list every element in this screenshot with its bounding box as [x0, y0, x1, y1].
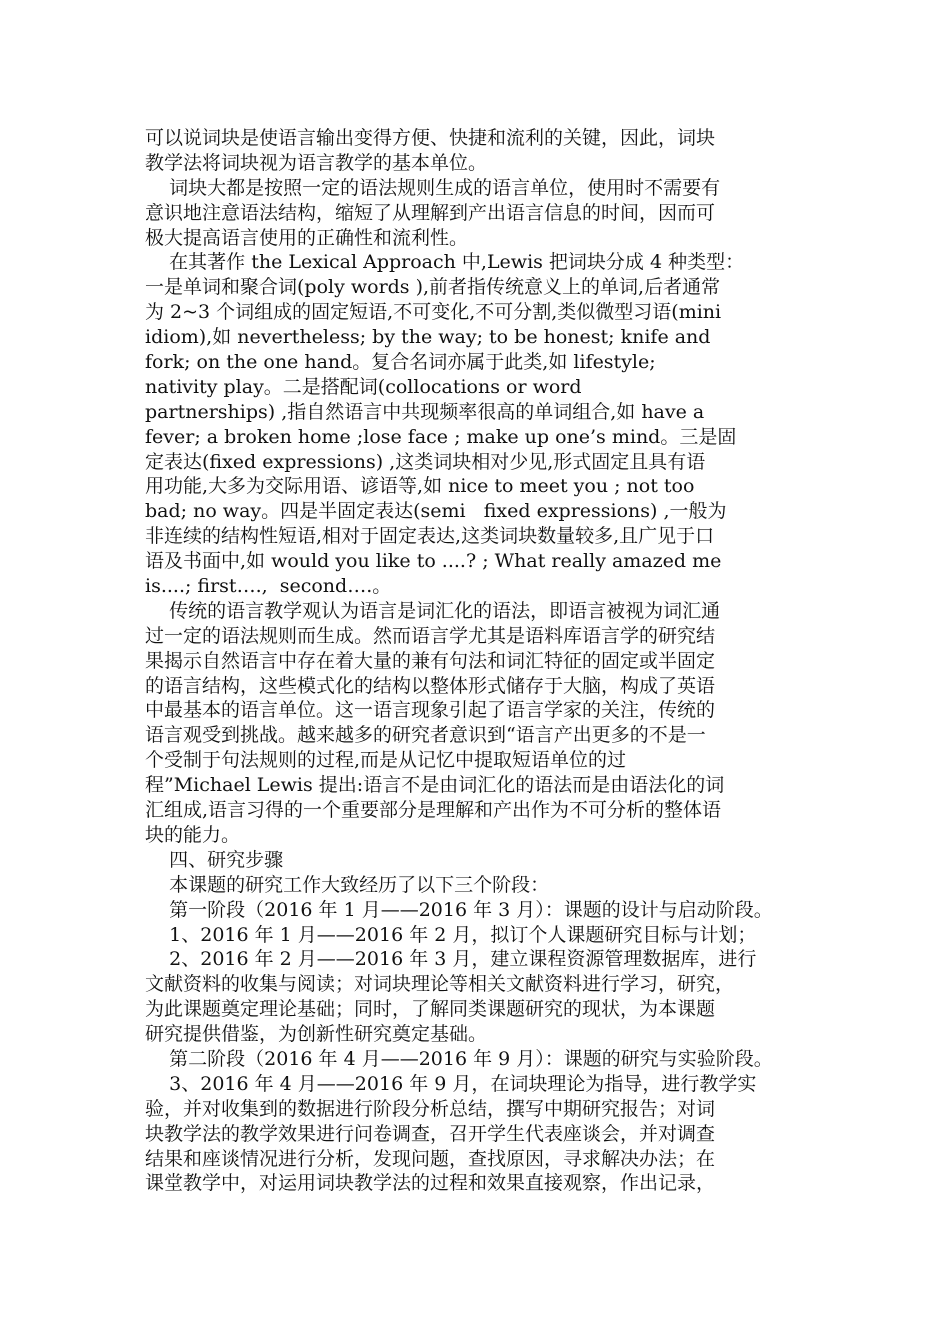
text-line: 在其著作 the Lexical Approach 中,Lewis 把词块分成 4 种类型： [145, 251, 745, 274]
text-line: 块教学法的教学效果进行问卷调查，召开学生代表座谈会，并对调查 [145, 1122, 716, 1145]
document-body [145, 126, 815, 1196]
text-line: 文献资料的收集与阅读；对词块理论等相关文献资料进行学习，研究， [145, 973, 735, 996]
text-line: 词块大都是按照一定的语法规则生成的语言单位，使用时不需要有 [145, 176, 721, 199]
text-line: idiom),如 nevertheless; by the way; to be honest; knife and [145, 326, 711, 349]
stage-heading: 第二阶段（2016 年 4 月——2016 年 9 月）：课题的研究与实验阶段。 [145, 1047, 773, 1070]
text-line: 3、2016 年 4 月——2016 年 9 月，在词块理论为指导，进行教学实 [145, 1072, 757, 1095]
text-line: 语及书面中,如 would you like to ....? ; What really amazed me [145, 550, 722, 573]
text-line: 语言观受到挑战。越来越多的研究者意识到“语言产出更多的不是一 [145, 724, 706, 747]
text-line: 教学法将词块视为语言教学的基本单位。 [145, 151, 488, 174]
text-line: partnerships) ,指自然语言中共现频率很高的单词组合,如 have a [145, 400, 705, 423]
text-line: 为此课题奠定理论基础；同时，了解同类课题研究的现状，为本课题 [145, 998, 716, 1021]
text-line: 用功能,大多为交际用语、谚语等,如 nice to meet you ; not too [145, 475, 695, 498]
text-line: 验，并对收集到的数据进行阶段分析总结，撰写中期研究报告；对词 [145, 1097, 716, 1120]
text-line: 为 2~3 个词组成的固定短语,不可变化,不可分割,类似微型习语(mini [145, 301, 722, 324]
text-line: 本课题的研究工作大致经历了以下三个阶段： [145, 873, 550, 896]
text-line: fork; on the one hand。复合名词亦属于此类,如 lifestyle; [145, 351, 656, 374]
text-line: 定表达(fixed expressions) ,这类词块相对少见,形式固定且具有语 [145, 450, 706, 473]
text-line: 块的能力。 [145, 823, 241, 846]
text-line: fever; a broken home ;lose face ; make up one’s mind。三是固 [145, 425, 737, 448]
text-line: 果揭示自然语言中存在着大量的兼有句法和词汇特征的固定或半固定 [145, 649, 716, 672]
text-line: 研究提供借鉴，为创新性研究奠定基础。 [145, 1023, 488, 1046]
text-line: 1、2016 年 1 月——2016 年 2 月，拟订个人课题研究目标与计划； [145, 923, 757, 946]
text-line: 过一定的语法规则而生成。然而语言学尤其是语料库语言学的研究结 [145, 624, 716, 647]
text-line: 传统的语言教学观认为语言是词汇化的语法，即语言被视为词汇通 [145, 599, 721, 622]
text-line: 一是单词和聚合词(poly words ),前者指传统意义上的单词,后者通常 [145, 276, 721, 299]
text-line: 非连续的结构性短语,相对于固定表达,这类词块数量较多,且广见于口 [145, 525, 715, 548]
text-line: 汇组成,语言习得的一个重要部分是理解和产出作为不可分析的整体语 [145, 799, 722, 822]
text-line: 程”Michael Lewis 提出:语言不是由词汇化的语法而是由语法化的词 [145, 774, 725, 797]
text-line: bad; no way。四是半固定表达(semi fixed expressions) ,一般为 [145, 500, 727, 523]
text-line: nativity play。二是搭配词(collocations or word [145, 375, 582, 398]
text-line: 2、2016 年 2 月——2016 年 3 月，建立课程资源管理数据库，进行 [145, 948, 757, 971]
text-line: 可以说词块是使语言输出变得方便、快捷和流利的关键，因此，词块 [145, 127, 716, 149]
section-heading: 四、研究步骤 [145, 848, 284, 871]
stage-heading: 第一阶段（2016 年 1 月——2016 年 3 月）：课题的设计与启动阶段。 [145, 898, 773, 921]
text-line: 意识地注意语法结构，缩短了从理解到产出语言信息的时间，因而可 [145, 201, 716, 224]
text-line: 中最基本的语言单位。这一语言现象引起了语言学家的关注，传统的 [145, 699, 716, 722]
text-line: 个受制于句法规则的过程,而是从记忆中提取短语单位的过 [145, 749, 627, 772]
text-line: 的语言结构，这些模式化的结构以整体形式储存于大脑，构成了英语 [145, 674, 716, 697]
text-line: 课堂教学中，对运用词块教学法的过程和效果直接观察，作出记录， [145, 1172, 716, 1195]
text-line: 极大提高语言使用的正确性和流利性。 [145, 226, 469, 249]
text-line: is....; first…., second….。 [145, 575, 392, 598]
text-line: 结果和座谈情况进行分析，发现问题，查找原因，寻求解决办法；在 [145, 1147, 716, 1170]
